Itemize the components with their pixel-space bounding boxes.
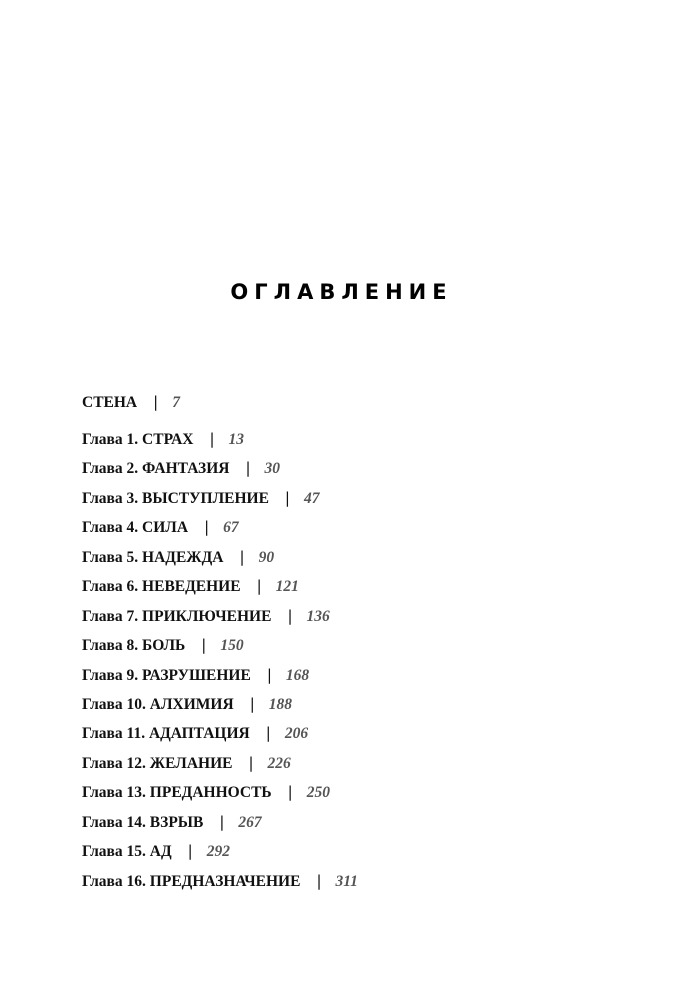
toc-separator: | [209,430,215,448]
toc-separator: | [316,872,322,890]
toc-separator: | [204,518,210,536]
toc-page-number: 136 [306,608,330,625]
toc-entry [82,870,358,892]
toc-separator: | [266,666,272,684]
toc-separator: | [256,577,262,595]
toc-page-number: 121 [275,578,299,595]
toc-heading: ОГЛАВЛЕНИЕ [230,280,453,304]
toc-separator: | [248,754,254,772]
toc-separator: | [239,548,245,566]
toc-entry-label: Глава 7. ПРИКЛЮЧЕНИЕ [82,608,272,625]
toc-entry [82,516,239,538]
toc-separator: | [249,695,255,713]
toc-entry-label: Глава 6. НЕВЕДЕНИЕ [82,578,241,595]
toc-entry-label: Глава 12. ЖЕЛАНИЕ [82,755,233,772]
toc-separator: | [153,393,159,411]
toc-page-number: 206 [284,725,309,742]
toc-entry [82,546,274,568]
toc-separator: | [219,813,225,831]
toc-page-number: 67 [223,519,239,536]
toc-separator: | [201,636,207,654]
toc-page-number: 267 [238,814,262,831]
toc-page-number: 13 [228,431,245,448]
toc-page-number: 250 [306,784,330,801]
toc-entry-label: Глава 14. ВЗРЫВ [82,814,204,831]
toc-page-number: 150 [220,637,244,654]
toc-entry [82,605,330,627]
toc-separator: | [245,459,251,477]
toc-entry [82,781,330,803]
toc-separator: | [265,724,271,742]
toc-entry-label: Глава 10. АЛХИМИЯ [82,696,234,713]
toc-separator: | [287,607,293,625]
toc-entry [82,575,299,597]
toc-page-number: 226 [267,755,291,772]
toc-entry-label: Глава 8. БОЛЬ [82,637,186,654]
toc-separator: | [187,842,193,860]
toc-entry [82,487,319,509]
toc-page-number: 311 [335,873,358,890]
toc-entry [82,811,262,833]
toc-entry-label: Глава 16. ПРЕДНАЗНАЧЕНИЕ [82,873,301,890]
toc-entry [82,634,244,656]
toc-entry [82,391,180,413]
toc-entry [82,428,244,450]
toc-page-number: 168 [285,667,310,684]
toc-entry [82,693,292,715]
toc-separator: | [287,783,293,801]
toc-entry-label: Глава 13. ПРЕДАННОСТЬ [82,784,272,801]
toc-entry [82,752,291,774]
toc-entry-label: СТЕНА [82,394,138,411]
toc-page-number: 30 [264,460,281,477]
toc-entry [82,457,280,479]
toc-entry-label: Глава 2. ФАНТАЗИЯ [82,460,230,477]
toc-entry-label: Глава 9. РАЗРУШЕНИЕ [82,667,251,684]
toc-entry-label: Глава 3. ВЫСТУПЛЕНИЕ [82,490,269,507]
toc-page-number: 188 [268,696,292,713]
toc-entry-label: Глава 15. АД [82,843,172,860]
toc-page-number: 90 [258,549,275,566]
toc-page-number: 47 [303,490,320,507]
toc-entry-label: Глава 11. АДАПТАЦИЯ [82,725,250,742]
toc-page-number: 7 [172,394,180,411]
toc-entry [82,722,308,744]
toc-page-number: 292 [206,843,230,860]
toc-entry-label: Глава 4. СИЛА [82,519,189,536]
toc-entry-label: Глава 5. НАДЕЖДА [82,549,224,566]
toc-separator: | [284,489,290,507]
toc-entry [82,840,230,862]
toc-entry-label: Глава 1. СТРАХ [82,431,194,448]
toc-entry [82,664,309,686]
